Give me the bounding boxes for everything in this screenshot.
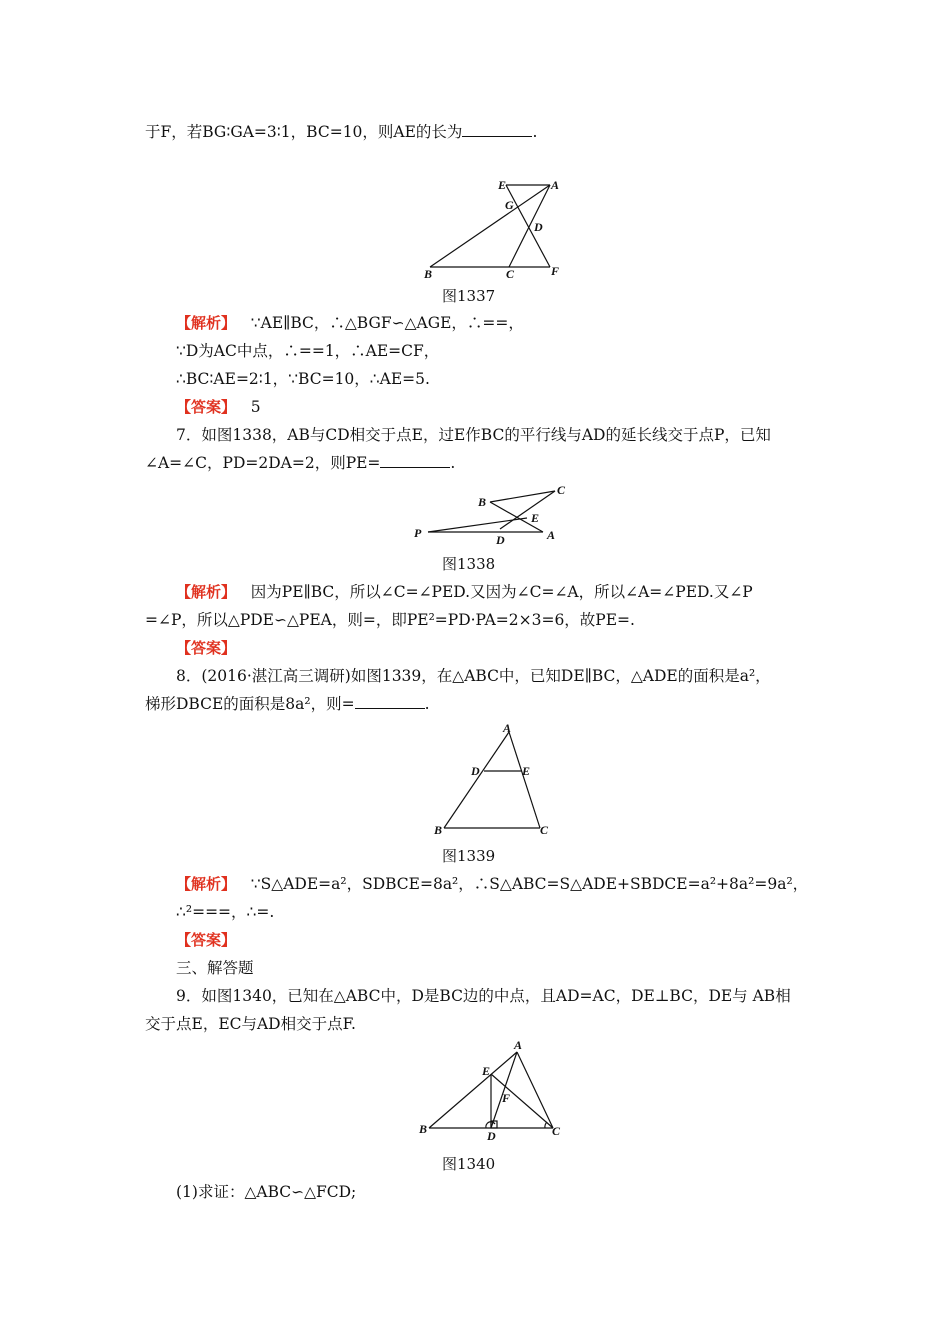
label-B: B bbox=[424, 267, 433, 281]
label-E: E bbox=[482, 1064, 491, 1078]
solution-text: ∵S△ADE=a²，SDBCE=8a²，∴S△ABC=S△ADE+SBDCE=a²+8a²=9a²， bbox=[250, 875, 809, 893]
label-C: C bbox=[506, 267, 515, 281]
figure-1338-caption: 图1338 bbox=[442, 555, 496, 573]
figure-1340-caption: 图1340 bbox=[442, 1155, 496, 1173]
period: . bbox=[532, 123, 538, 141]
answer-blank bbox=[380, 453, 450, 468]
label-A: A bbox=[547, 528, 556, 542]
analysis-tag: 【解析】 bbox=[176, 583, 237, 601]
period: . bbox=[450, 454, 456, 472]
answer-tag: 【答案】 bbox=[176, 931, 237, 949]
label-E: E bbox=[498, 178, 507, 192]
problem-7-text: ∠A=∠C，PD=2DA=2，则PE= bbox=[145, 454, 381, 472]
analysis-tag: 【解析】 bbox=[176, 875, 237, 893]
answer-6 bbox=[176, 396, 261, 418]
answer-7 bbox=[176, 637, 236, 659]
problem-7-line-1: 7．如图1338，AB与CD相交于点E，过E作BC的平行线与AD的延长线交于点P，已知 bbox=[176, 426, 771, 444]
problem-9-question-1: (1)求证：△ABC∽△FCD; bbox=[176, 1183, 357, 1201]
problem-8-line-1: 8．(2016·湛江高三调研)如图1339，在△ABC中，已知DE∥BC，△ADE的面积是a²， bbox=[176, 667, 771, 685]
label-A: A bbox=[503, 721, 512, 735]
solution-6-line-3: ∴BC∶AE=2∶1，∵BC=10，∴AE=5. bbox=[176, 370, 430, 388]
problem-9-line-1: 9．如图1340，已知在△ABC中，D是BC边的中点，且AD=AC，DE⊥BC，DE与 AB相 bbox=[176, 987, 791, 1005]
label-B: B bbox=[434, 823, 443, 837]
solution-8-line-1 bbox=[176, 873, 808, 895]
answer-value: 5 bbox=[250, 398, 261, 416]
answer-tag: 【答案】 bbox=[176, 398, 237, 416]
figure-1339 bbox=[430, 720, 560, 840]
problem-8-text: 梯形DBCE的面积是8a²，则= bbox=[145, 695, 355, 713]
label-E: E bbox=[531, 511, 540, 525]
problem-7-line-2 bbox=[145, 452, 455, 474]
solution-7-line-1 bbox=[176, 581, 753, 603]
solution-text: 因为PE∥BC，所以∠C=∠PED.又因为∠C=∠A，所以∠A=∠PED.又∠P bbox=[250, 583, 753, 601]
label-A: A bbox=[514, 1038, 523, 1052]
label-B: B bbox=[478, 495, 487, 509]
solution-6-line-1 bbox=[176, 312, 524, 334]
label-D: D bbox=[487, 1129, 496, 1143]
label-E: E bbox=[522, 764, 531, 778]
analysis-tag: 【解析】 bbox=[176, 314, 237, 332]
problem-8-line-2 bbox=[145, 693, 430, 715]
label-D: D bbox=[534, 220, 543, 234]
figure-1337 bbox=[420, 175, 570, 280]
figure-1339-caption: 图1339 bbox=[442, 847, 496, 865]
label-A: A bbox=[551, 178, 560, 192]
section-heading: 三、解答题 bbox=[176, 959, 254, 977]
label-B: B bbox=[419, 1122, 428, 1136]
label-C: C bbox=[540, 823, 549, 837]
label-F: F bbox=[551, 264, 560, 278]
problem-6-text: 于F，若BG∶GA=3∶1，BC=10，则AE的长为 bbox=[145, 123, 463, 141]
solution-text: ∵AE∥BC，∴△BGF∽△AGE，∴==， bbox=[250, 314, 524, 332]
problem-6-continuation bbox=[145, 121, 537, 143]
figure-1338 bbox=[410, 482, 570, 547]
problem-9-line-2: 交于点E，EC与AD相交于点F. bbox=[145, 1015, 356, 1033]
answer-tag: 【答案】 bbox=[176, 639, 237, 657]
answer-blank bbox=[462, 122, 532, 137]
label-C: C bbox=[557, 483, 566, 497]
solution-8-line-2: ∴²===，∴=. bbox=[176, 903, 275, 921]
label-C: C bbox=[552, 1124, 561, 1138]
answer-8 bbox=[176, 929, 236, 951]
figure-1340 bbox=[415, 1038, 565, 1143]
solution-6-line-2: ∵D为AC中点，∴==1，∴AE=CF， bbox=[176, 342, 440, 360]
label-D: D bbox=[471, 764, 480, 778]
label-G: G bbox=[505, 198, 514, 212]
label-D: D bbox=[496, 533, 505, 547]
figure-1337-caption: 图1337 bbox=[442, 287, 496, 305]
solution-7-line-2: =∠P，所以△PDE∽△PEA，则=，即PE²=PD·PA=2×3=6，故PE=. bbox=[145, 611, 635, 629]
label-F: F bbox=[502, 1091, 511, 1105]
label-P: P bbox=[414, 526, 422, 540]
answer-blank bbox=[355, 694, 425, 709]
period: . bbox=[424, 695, 430, 713]
